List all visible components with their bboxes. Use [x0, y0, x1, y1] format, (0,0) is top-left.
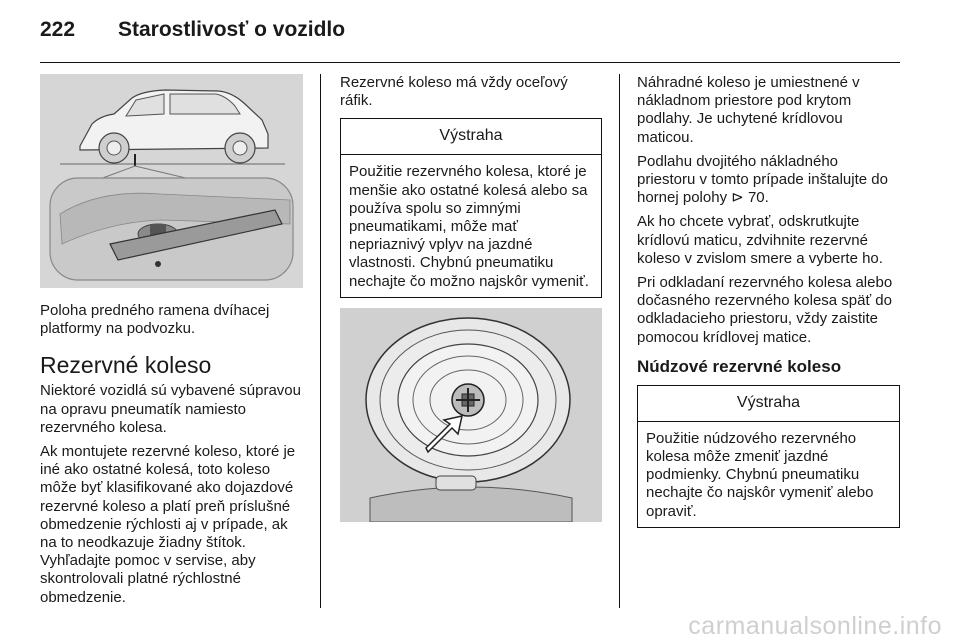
- column-divider-2: [619, 74, 620, 608]
- warning-box: [340, 118, 602, 297]
- paragraph: Ak montujete rezervné koleso, ktoré je iné ako ostatné kolesá, toto koleso môže byť klasifikované ako dojazdové rezervné koleso a platí preň príslušné obmedzenie rýchlosti aj v prípade, ak na to neodkazuje žiadny štítok. Vyhľadajte pomoc v servise, aby skontrolovali platné rýchlostné obmedzenie.: [40, 443, 296, 606]
- lift-point-figure: [40, 74, 303, 288]
- section-heading-spare-wheel: Rezervné koleso: [40, 352, 212, 379]
- column-divider-1: [320, 74, 321, 608]
- header-divider: [40, 62, 900, 63]
- section-heading-emergency-wheel: Núdzové rezervné koleso: [637, 356, 842, 376]
- warning-title: Výstraha: [341, 119, 601, 155]
- paragraph: Rezervné koleso má vždy oceľový ráfik.: [340, 74, 568, 110]
- watermark: carmanualsonline.info: [688, 612, 942, 640]
- warning-text: Použitie rezervného kolesa, ktoré je menšie ako ostatné kolesá alebo sa používa spolu so zimnými pneumatikami, môže mať nepriaznivý vplyv na jazdné vlastnosti. Chybnú pneumatiku nechajte čo možno najskôr vymeniť.: [349, 163, 589, 290]
- paragraph: Podlahu dvojitého nákladného priestoru v tomto prípade inštalujte do hornej polohy ⊳ 70.: [637, 152, 888, 207]
- page-number: 222: [40, 18, 76, 41]
- paragraph: Pri odkladaní rezervného kolesa alebo dočasného rezervného kolesa späť do odkladacieho priestoru, vždy zaistite pomocou krídlovej matice.: [637, 274, 893, 346]
- figure-caption: Poloha predného ramena dvíhacej platformy na podvozku.: [40, 302, 270, 338]
- spare-wheel-illustration: [340, 308, 602, 522]
- warning-text: Použitie núdzového rezervného kolesa môže zmeniť jazdné podmienky. Chybnú pneumatiku nechajte čo najskôr vymeniť alebo opraviť.: [646, 429, 874, 520]
- chapter-title: Starostlivosť o vozidlo: [118, 18, 346, 41]
- warning-box: [637, 385, 900, 528]
- column-3: [637, 74, 900, 528]
- column-2: [340, 74, 602, 522]
- paragraph: Náhradné koleso je umiestnené v nákladnom priestore pod krytom podlahy. Je uchytené krídlovou maticou.: [637, 74, 860, 146]
- car-lift-illustration: [40, 74, 303, 288]
- paragraph: Niektoré vozidlá sú vybavené súpravou na opravu pneumatík namiesto rezervného kolesa.: [40, 382, 301, 436]
- spare-wheel-figure: [340, 308, 602, 522]
- page-header: [40, 14, 920, 54]
- warning-title: Výstraha: [638, 386, 899, 422]
- column-1: [40, 74, 303, 613]
- paragraph: Ak ho chcete vybrať, odskrutkujte krídlovú maticu, zdvihnite rezervné koleso v zvislom smere a vyberte ho.: [637, 213, 883, 267]
